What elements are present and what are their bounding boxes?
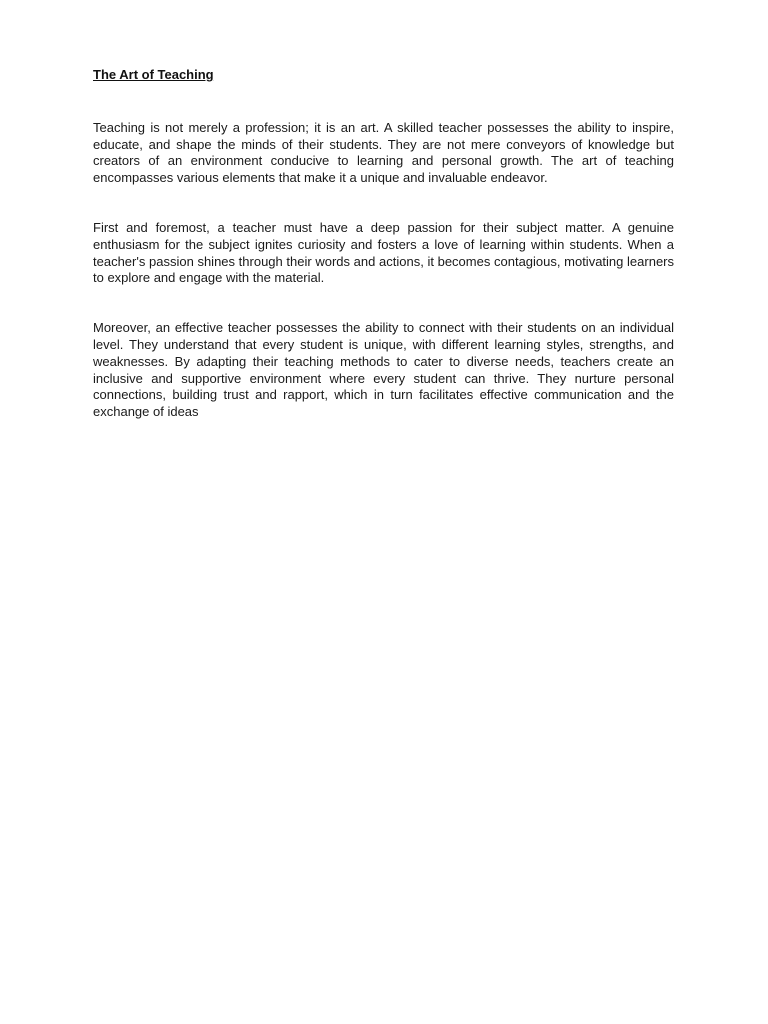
paragraph-2: First and foremost, a teacher must have a deep passion for their subject matter. A genuine enthusiasm for the subject ignites curiosity and fosters a love of learning within students. When a teacher's passion shines through their words and actions, it becomes contagious, motivating learners to explore and engage with the material. bbox=[93, 219, 674, 286]
document-title: The Art of Teaching bbox=[93, 67, 214, 82]
paragraph-1: Teaching is not merely a profession; it is an art. A skilled teacher possesses the ability to inspire, educate, and shape the minds of their students. They are not mere conveyors of knowledge but creators of an environment conducive to learning and personal growth. The art of teaching encompasses various elements that make it a unique and invaluable endeavor. bbox=[93, 119, 674, 186]
document-body bbox=[93, 67, 674, 421]
paragraph-3: Moreover, an effective teacher possesses the ability to connect with their students on an individual level. They understand that every student is unique, with different learning styles, strengths, and weaknesses. By adapting their teaching methods to cater to diverse needs, teachers create an inclusive and supportive environment where every student can thrive. They nurture personal connections, building trust and rapport, which in turn facilitates effective communication and the exchange of ideas bbox=[93, 320, 674, 420]
